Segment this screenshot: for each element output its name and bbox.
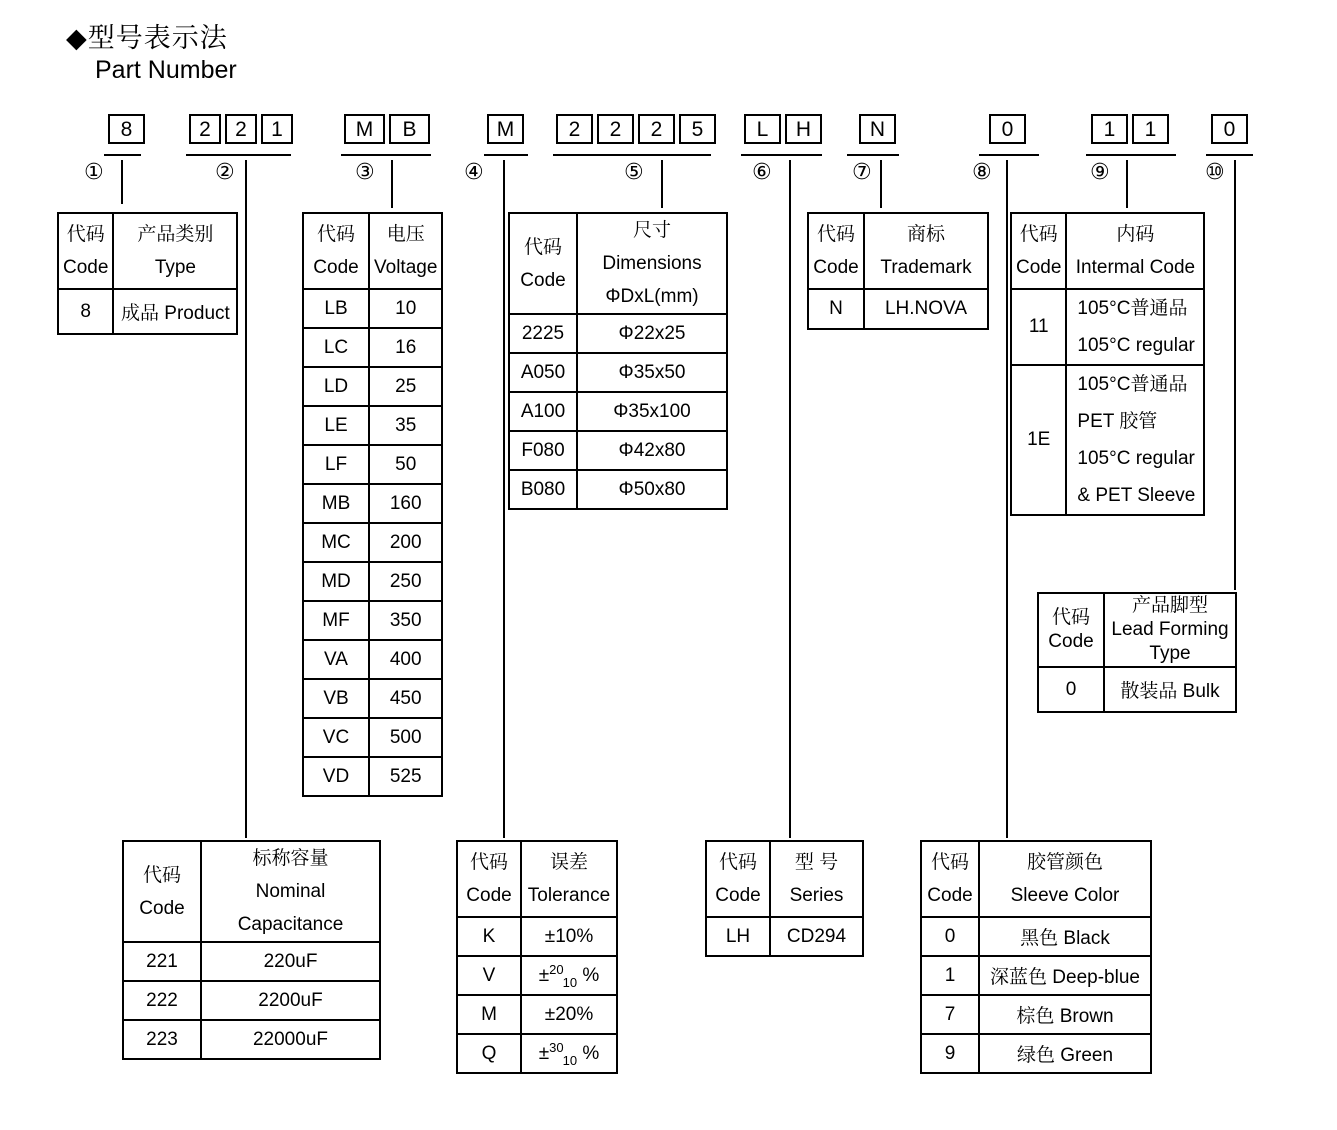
table-row <box>303 601 442 640</box>
code-cell: MC <box>303 523 369 562</box>
value-cell: 22000uF <box>201 1020 380 1059</box>
table-header-row <box>123 841 380 942</box>
underline-5 <box>553 154 711 156</box>
code-cell: F080 <box>509 431 577 470</box>
code-cell: M <box>457 995 521 1034</box>
table-product-type <box>57 212 238 335</box>
pn-char-box: 2 <box>556 114 593 144</box>
table-row <box>921 956 1151 995</box>
pn-group-3 <box>344 114 430 144</box>
code-cell: Q <box>457 1034 521 1073</box>
code-cell: MD <box>303 562 369 601</box>
value-cell: Φ35x100 <box>577 392 727 431</box>
connector-line-4 <box>503 160 505 838</box>
pn-char-box: 5 <box>679 114 716 144</box>
value-cell: 25 <box>369 367 442 406</box>
value-cell: 350 <box>369 601 442 640</box>
table-row <box>303 562 442 601</box>
table-row <box>303 406 442 445</box>
page-title-zh <box>66 16 228 55</box>
table-lead-forming <box>1037 592 1237 713</box>
value-cell: ±$^{30}_{10}$ % <box>521 1034 617 1073</box>
pn-char-box: H <box>785 114 822 144</box>
table-row <box>1038 667 1236 712</box>
connector-line-9 <box>1126 160 1128 208</box>
value-cell: CD294 <box>770 917 863 956</box>
table-row <box>509 392 727 431</box>
table-row <box>303 718 442 757</box>
underline-7 <box>847 154 899 156</box>
table-header-cell: 电压 Voltage <box>369 213 442 289</box>
pn-char-box: 2 <box>638 114 675 144</box>
value-cell: 50 <box>369 445 442 484</box>
connector-line-8 <box>1006 160 1008 838</box>
code-cell: A050 <box>509 353 577 392</box>
pn-group-6 <box>744 114 822 144</box>
code-cell: VD <box>303 757 369 796</box>
connector-line-2 <box>245 160 247 838</box>
code-cell: LB <box>303 289 369 328</box>
table-trademark <box>807 212 989 330</box>
code-cell: 8 <box>58 289 113 334</box>
value-cell: ±$^{20}_{10}$ % <box>521 956 617 995</box>
pn-char-box: 2 <box>597 114 634 144</box>
value-cell: 16 <box>369 328 442 367</box>
table-header-cell: 内码 Intermal Code <box>1066 213 1204 289</box>
table-header-cell: 代码 Code <box>58 213 113 289</box>
table-header-row <box>457 841 617 917</box>
table-row <box>457 995 617 1034</box>
table-voltage <box>302 212 443 797</box>
table-header-row <box>921 841 1151 917</box>
table-header-cell: 胶管颜色 Sleeve Color <box>979 841 1151 917</box>
value-cell: Φ42x80 <box>577 431 727 470</box>
table-dimensions <box>508 212 728 510</box>
connector-line-10 <box>1234 160 1236 590</box>
table-row <box>58 289 237 334</box>
segment-marker-4: ④ <box>464 159 484 184</box>
table-header-cell: 产品脚型 Lead Forming Type <box>1104 593 1236 667</box>
value-cell: 250 <box>369 562 442 601</box>
segment-marker-8: ⑧ <box>972 159 992 184</box>
table-header-cell: 代码 Code <box>706 841 770 917</box>
table-header-cell: 代码 Code <box>808 213 864 289</box>
table-header-cell: 标称容量 Nominal Capacitance <box>201 841 380 942</box>
pn-char-box: 1 <box>1091 114 1128 144</box>
table-row <box>509 470 727 509</box>
connector-line-6 <box>789 160 791 838</box>
code-cell: VC <box>303 718 369 757</box>
code-cell: 1 <box>921 956 979 995</box>
table-header-cell: 尺寸 Dimensions ΦDxL(mm) <box>577 213 727 314</box>
table-header-cell: 代码 Code <box>1038 593 1104 667</box>
value-cell: 绿色 Green <box>979 1034 1151 1073</box>
code-cell: 0 <box>1038 667 1104 712</box>
pn-char-box: 8 <box>108 114 145 144</box>
pn-char-box: L <box>744 114 781 144</box>
value-cell: 105°C普通品 105°C regular <box>1066 289 1204 365</box>
table-header-row <box>1011 213 1204 289</box>
code-cell: 11 <box>1011 289 1066 365</box>
value-cell: 黑色 Black <box>979 917 1151 956</box>
pn-group-2 <box>189 114 293 144</box>
pn-char-box: 0 <box>1211 114 1248 144</box>
value-cell: Φ35x50 <box>577 353 727 392</box>
value-cell: Φ50x80 <box>577 470 727 509</box>
table-header-cell: 型 号 Series <box>770 841 863 917</box>
pn-char-box: 1 <box>1132 114 1169 144</box>
table-internal-code <box>1010 212 1205 516</box>
code-cell: VA <box>303 640 369 679</box>
page-title-zh-text: 型号表示法 <box>87 23 228 53</box>
pn-group-8 <box>989 114 1026 144</box>
segment-marker-3: ③ <box>355 159 375 184</box>
underline-1 <box>104 154 141 156</box>
value-cell: 450 <box>369 679 442 718</box>
code-cell: LH <box>706 917 770 956</box>
underline-6 <box>741 154 822 156</box>
table-row <box>921 995 1151 1034</box>
code-cell: VB <box>303 679 369 718</box>
value-cell: 散装品 Bulk <box>1104 667 1236 712</box>
table-row <box>123 981 380 1020</box>
segment-marker-1: ① <box>84 159 104 184</box>
value-cell: 2200uF <box>201 981 380 1020</box>
code-cell: 0 <box>921 917 979 956</box>
code-cell: V <box>457 956 521 995</box>
pn-char-box: M <box>487 114 524 144</box>
pn-char-box: 2 <box>189 114 221 144</box>
table-sleeve-color <box>920 840 1152 1074</box>
table-header-row <box>808 213 988 289</box>
segment-marker-10: ⑩ <box>1205 159 1225 184</box>
table-row <box>123 942 380 981</box>
code-cell: 9 <box>921 1034 979 1073</box>
table-row <box>706 917 863 956</box>
code-cell: 221 <box>123 942 201 981</box>
value-cell: ±10% <box>521 917 617 956</box>
table-header-cell: 代码 Code <box>457 841 521 917</box>
table-row <box>303 640 442 679</box>
underline-9 <box>1086 154 1176 156</box>
pn-char-box: N <box>859 114 896 144</box>
pn-group-7 <box>859 114 896 144</box>
value-cell: LH.NOVA <box>864 289 988 329</box>
value-cell: 105°C普通品 PET 胶管 105°C regular & PET Sleeve <box>1066 365 1204 515</box>
code-cell: 1E <box>1011 365 1066 515</box>
table-capacitance <box>122 840 381 1060</box>
underline-10 <box>1206 154 1253 156</box>
table-header-cell: 代码 Code <box>123 841 201 942</box>
table-row <box>303 757 442 796</box>
value-cell: 棕色 Brown <box>979 995 1151 1034</box>
table-row <box>303 523 442 562</box>
code-cell: K <box>457 917 521 956</box>
code-cell: MB <box>303 484 369 523</box>
connector-line-1 <box>121 160 123 204</box>
pn-group-10 <box>1211 114 1248 144</box>
value-cell: 成品 Product <box>113 289 237 334</box>
code-cell: 7 <box>921 995 979 1034</box>
table-header-row <box>1038 593 1236 667</box>
connector-line-5 <box>661 160 663 208</box>
table-row <box>808 289 988 329</box>
segment-marker-7: ⑦ <box>852 159 872 184</box>
table-row <box>1011 365 1204 515</box>
table-header-cell: 代码 Code <box>1011 213 1066 289</box>
code-cell: B080 <box>509 470 577 509</box>
table-row <box>123 1020 380 1059</box>
segment-marker-2: ② <box>215 159 235 184</box>
table-row <box>921 1034 1151 1073</box>
value-cell: 深蓝色 Deep-blue <box>979 956 1151 995</box>
value-cell: Φ22x25 <box>577 314 727 353</box>
table-header-cell: 代码 Code <box>509 213 577 314</box>
table-row <box>303 328 442 367</box>
code-cell: LC <box>303 328 369 367</box>
code-cell: 222 <box>123 981 201 1020</box>
table-header-row <box>706 841 863 917</box>
segment-marker-6: ⑥ <box>752 159 772 184</box>
table-header-cell: 产品类别 Type <box>113 213 237 289</box>
pn-char-box: M <box>344 114 385 144</box>
table-header-cell: 商标 Trademark <box>864 213 988 289</box>
segment-marker-5: ⑤ <box>624 159 644 184</box>
value-cell: 400 <box>369 640 442 679</box>
table-row <box>303 679 442 718</box>
table-row <box>303 367 442 406</box>
code-cell: A100 <box>509 392 577 431</box>
pn-char-box: B <box>389 114 430 144</box>
underline-4 <box>484 154 528 156</box>
underline-3 <box>341 154 431 156</box>
pn-group-4 <box>487 114 524 144</box>
pn-group-5 <box>556 114 716 144</box>
table-header-cell: 误差 Tolerance <box>521 841 617 917</box>
value-cell: 200 <box>369 523 442 562</box>
table-row <box>509 431 727 470</box>
table-series <box>705 840 864 957</box>
pn-group-9 <box>1091 114 1169 144</box>
connector-line-7 <box>880 160 882 208</box>
value-cell: 160 <box>369 484 442 523</box>
connector-line-3 <box>391 160 393 208</box>
code-cell: N <box>808 289 864 329</box>
table-row <box>457 1034 617 1073</box>
table-row <box>509 314 727 353</box>
segment-marker-9: ⑨ <box>1090 159 1110 184</box>
table-row <box>457 956 617 995</box>
table-header-row <box>303 213 442 289</box>
code-cell: MF <box>303 601 369 640</box>
table-tolerance <box>456 840 618 1074</box>
underline-2 <box>186 154 291 156</box>
table-row <box>303 445 442 484</box>
table-header-cell: 代码 Code <box>303 213 369 289</box>
code-cell: 2225 <box>509 314 577 353</box>
table-row <box>921 917 1151 956</box>
value-cell: 35 <box>369 406 442 445</box>
value-cell: 500 <box>369 718 442 757</box>
pn-char-box: 1 <box>261 114 293 144</box>
table-header-cell: 代码 Code <box>921 841 979 917</box>
pn-char-box: 0 <box>989 114 1026 144</box>
value-cell: 220uF <box>201 942 380 981</box>
code-cell: LF <box>303 445 369 484</box>
underline-8 <box>979 154 1039 156</box>
table-row <box>509 353 727 392</box>
diamond-icon: ◆ <box>66 23 88 53</box>
pn-group-1 <box>108 114 145 144</box>
table-row <box>303 289 442 328</box>
value-cell: ±20% <box>521 995 617 1034</box>
table-header-row <box>509 213 727 314</box>
pn-char-box: 2 <box>225 114 257 144</box>
table-row <box>457 917 617 956</box>
table-row <box>303 484 442 523</box>
table-header-row <box>58 213 237 289</box>
code-cell: LE <box>303 406 369 445</box>
code-cell: 223 <box>123 1020 201 1059</box>
value-cell: 525 <box>369 757 442 796</box>
value-cell: 10 <box>369 289 442 328</box>
code-cell: LD <box>303 367 369 406</box>
table-row <box>1011 289 1204 365</box>
page-title-en: Part Number <box>95 56 237 84</box>
